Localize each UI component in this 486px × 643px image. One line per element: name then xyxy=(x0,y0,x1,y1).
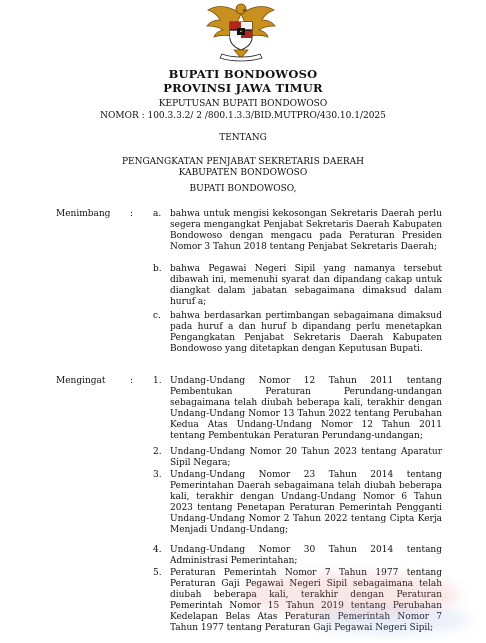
mengingat-item-2: Undang-Undang Nomor 20 Tahun 2023 tentang Aparatur Sipil Negara; xyxy=(170,447,442,468)
menimbang-item-a: bahwa untuk mengisi kekosongan Sekretaris Daerah perlu segera mengangkat Penjabat Sekretaris Daerah Kabupaten Bondowoso dengan mengacu pada Peraturan Presiden Nomor 3 Tahun 2018 tentang Penjabat Sekretaris Daerah; xyxy=(170,209,442,252)
mengingat-item-3: Undang-Undang Nomor 23 Tahun 2014 tentang Pemerintahan Daerah sebagaimana telah diubah beberapa kali, terakhir dengan Undang-Undang Nomor 6 Tahun 2023 tentang Penetapan Peraturan Pemerintah Pengganti Undang-Undang Nomor 2 Tahun 2022 tentang Cipta Kerja Menjadi Undang-Undang; xyxy=(170,470,442,535)
province-title: PROVINSI JAWA TIMUR xyxy=(163,81,323,95)
decree-number: NOMOR : 100.3.3.2/ 2 /800.1.3.3/BID.MUTPRO/430.10.1/2025 xyxy=(100,111,386,121)
mengingat-marker-2: 2. xyxy=(153,447,162,457)
menimbang-marker-a: a. xyxy=(153,209,162,219)
menimbang-marker-c: c. xyxy=(153,311,161,321)
office-title: BUPATI BONDOWOSO xyxy=(168,67,318,81)
mengingat-marker-5: 5. xyxy=(153,568,162,578)
decree-title: KEPUTUSAN BUPATI BONDOWOSO xyxy=(158,99,328,109)
about-heading: TENTANG xyxy=(219,133,267,143)
subject-line-2: KABUPATEN BONDOWOSO xyxy=(178,168,308,178)
menimbang-marker-b: b. xyxy=(153,264,162,274)
mengingat-marker-4: 4. xyxy=(153,545,162,555)
garuda-emblem-icon xyxy=(204,0,278,62)
mengingat-item-5: Peraturan Pemerintah Nomor 7 Tahun 1977 tentang Peraturan Gaji Pegawai Negeri Sipil sebagaimana telah diubah beberapa kali, terakhir dengan Peraturan Pemerintah Nomor 15 Tahun 2019 tentang Perubahan Kedelapan Belas Atas Peraturan Pemerintah Nomor 7 Tahun 1977 tentang Peraturan Gaji Pegawai Negeri Sipil; xyxy=(170,568,442,633)
menimbang-item-c: bahwa berdasarkan pertimbangan sebagaimana dimaksud pada huruf a dan huruf b dipandang perlu menetapkan Pengangkatan Penjabat Sekretaris Daerah Kabupaten Bondowoso yang ditetapkan dengan Keputusan Bupati. xyxy=(170,311,442,354)
mengingat-marker-3: 3. xyxy=(153,470,162,480)
subject-line-1: PENGANGKATAN PENJABAT SEKRETARIS DAERAH xyxy=(121,157,365,167)
mengingat-item-1: Undang-Undang Nomor 12 Tahun 2011 tentang Pembentukan Peraturan Perundang-undangan sebagaimana telah diubah beberapa kali, terakhir dengan Undang-Undang Nomor 13 Tahun 2022 tentang Perubahan Kedua Atas Undang-Undang Nomor 12 Tahun 2011 tentang Pembentukan Peraturan Perundang-undangan; xyxy=(170,376,442,441)
menimbang-label: Menimbang xyxy=(56,209,111,219)
issuer-line: BUPATI BONDOWOSO, xyxy=(189,184,297,194)
menimbang-item-b: bahwa Pegawai Negeri Sipil yang namanya tersebut dibawah ini, memenuhi syarat dan dipandang cakap untuk diangkat dalam jabatan sebagaimana dimaksud dalam huruf a; xyxy=(170,264,442,307)
menimbang-colon: : xyxy=(130,209,134,219)
mengingat-item-4: Undang-Undang Nomor 30 Tahun 2014 tentang Administrasi Pemerintahan; xyxy=(170,545,442,566)
mengingat-marker-1: 1. xyxy=(153,376,162,386)
mengingat-colon: : xyxy=(130,376,134,386)
mengingat-label: Mengingat xyxy=(56,376,106,386)
